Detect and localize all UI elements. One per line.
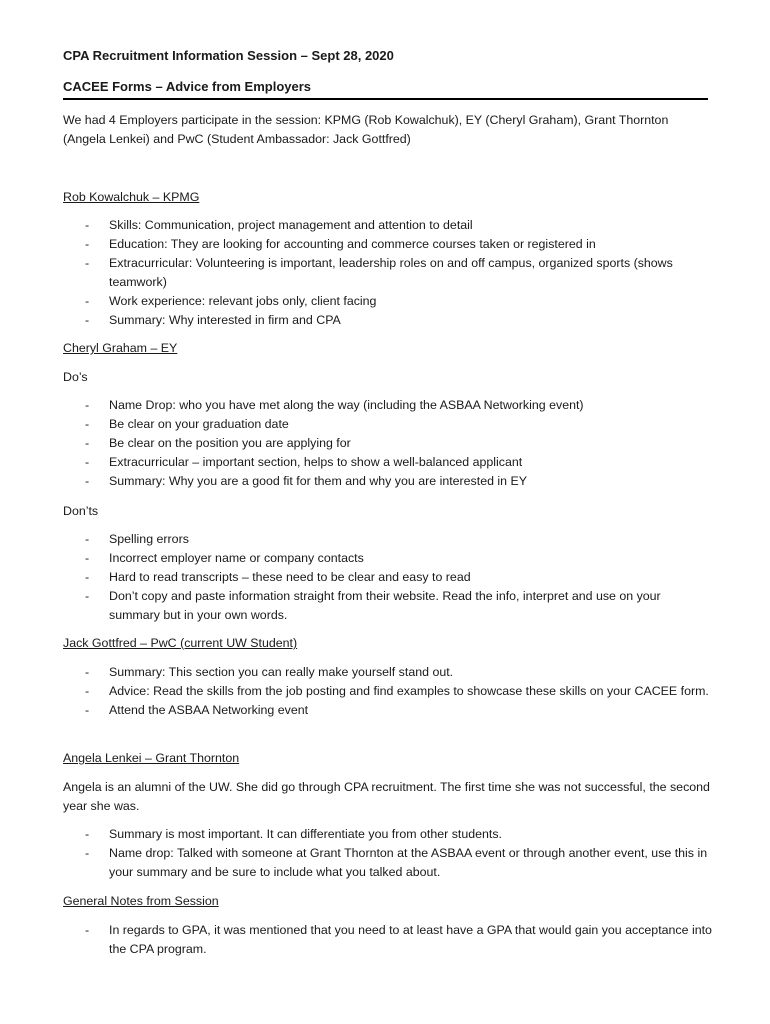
document-title: CPA Recruitment Information Session – Sept 28, 2020: [63, 48, 394, 63]
pwc-list: [63, 663, 713, 720]
list-item: - Hard to read transcripts – these need to be clear and easy to read: [85, 570, 471, 584]
list-item: - Summary: Why interested in firm and CPA: [85, 313, 341, 327]
list-item: - Extracurricular – important section, helps to show a well-balanced applicant: [85, 455, 523, 469]
list-item: - Attend the ASBAA Networking event: [85, 703, 309, 717]
intro-paragraph: We had 4 Employers participate in the session: KPMG (Rob Kowalchuk), EY (Cheryl Graham), Grant Thornton (Angela Lenkei) and PwC (Student Ambassador: Jack Gottfred): [63, 113, 669, 146]
gt-heading: Angela Lenkei – Grant Thornton: [63, 751, 240, 765]
gt-list: [63, 825, 713, 882]
list-item: - Summary is most important. It can differentiate you from other students.: [85, 827, 502, 841]
list-item: - Education: They are looking for accounting and commerce courses taken or registered in: [85, 237, 596, 251]
subtitle-rule: [63, 77, 708, 100]
list-item: - Spelling errors: [85, 532, 189, 546]
list-item: - Be clear on your graduation date: [85, 417, 289, 431]
list-item: - In regards to GPA, it was mentioned that you need to at least have a GPA that would gain you acceptance into the CPA program.: [85, 923, 712, 956]
ey-donts-list: [63, 530, 713, 625]
list-item: - Extracurricular: Volunteering is important, leadership roles on and off campus, organized sports (shows teamwork): [85, 256, 673, 289]
list-item: - Advice: Read the skills from the job posting and find examples to showcase these skills on your CACEE form.: [85, 684, 709, 698]
list-item: - Be clear on the position you are applying for: [85, 436, 351, 450]
kpmg-list: [63, 216, 713, 330]
general-list: [63, 921, 713, 959]
list-item: - Name Drop: who you have met along the way (including the ASBAA Networking event): [85, 398, 584, 412]
list-item: - Summary: Why you are a good fit for them and why you are interested in EY: [85, 474, 528, 488]
pwc-heading: Jack Gottfred – PwC (current UW Student): [63, 636, 298, 650]
list-item: - Work experience: relevant jobs only, client facing: [85, 294, 377, 308]
general-heading: General Notes from Session: [63, 894, 219, 908]
list-item: - Summary: This section you can really make yourself stand out.: [85, 665, 454, 679]
gt-paragraph: Angela is an alumni of the UW. She did go through CPA recruitment. The first time she was not successful, the second year she was.: [63, 780, 710, 813]
document-subtitle: CACEE Forms – Advice from Employers: [63, 79, 312, 94]
kpmg-heading: Rob Kowalchuk – KPMG: [63, 190, 200, 204]
ey-dos-label: Do’s: [63, 370, 88, 384]
list-item: - Skills: Communication, project management and attention to detail: [85, 218, 473, 232]
list-item: - Don’t copy and paste information straight from their website. Read the info, interpret and use on your summary but in your own words.: [85, 589, 661, 622]
list-item: - Incorrect employer name or company contacts: [85, 551, 364, 565]
ey-dos-list: [63, 396, 713, 491]
list-item: - Name drop: Talked with someone at Grant Thornton at the ASBAA event or through another event, use this in your summary and be sure to include what you talked about.: [85, 846, 708, 879]
ey-heading: Cheryl Graham – EY: [63, 341, 178, 355]
ey-donts-label: Don’ts: [63, 504, 99, 518]
